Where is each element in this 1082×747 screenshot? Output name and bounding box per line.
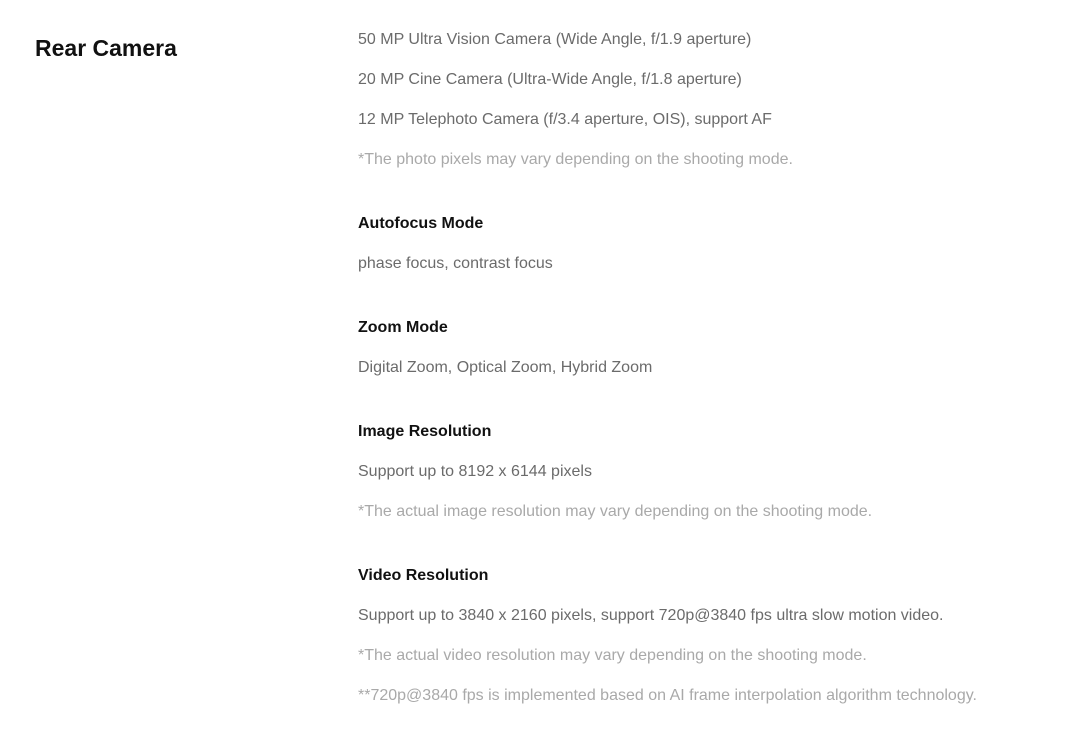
image-resolution-heading: Image Resolution [358,423,492,440]
spacer [358,396,1058,420]
zoom-heading: Zoom Mode [358,319,448,336]
spacer [358,188,1058,212]
image-resolution-note: *The actual image resolution may vary depending on the shooting mode. [358,503,873,520]
video-resolution-note: *The actual video resolution may vary depending on the shooting mode. [358,647,867,664]
image-resolution-value: Support up to 8192 x 6144 pixels [358,463,592,480]
video-resolution-heading: Video Resolution [358,567,489,584]
spec-photo-pixels-note: *The photo pixels may vary depending on the shooting mode. [358,151,793,168]
video-frame-interpolation-note: **720p@3840 fps is implemented based on AI frame interpolation algorithm technology. [358,687,977,704]
spec-list [358,28,1058,724]
autofocus-value: phase focus, contrast focus [358,255,553,272]
spec-ultrawide-camera: 20 MP Cine Camera (Ultra-Wide Angle, f/1.8 aperture) [358,71,742,88]
video-resolution-value: Support up to 3840 x 2160 pixels, support 720p@3840 fps ultra slow motion video. [358,607,944,624]
autofocus-heading: Autofocus Mode [358,215,484,232]
spacer [358,292,1058,316]
section-title: Rear Camera [35,35,177,61]
spacer [358,540,1058,564]
zoom-value: Digital Zoom, Optical Zoom, Hybrid Zoom [358,359,653,376]
spec-telephoto-camera: 12 MP Telephoto Camera (f/3.4 aperture, OIS), support AF [358,111,772,128]
spec-main-camera: 50 MP Ultra Vision Camera (Wide Angle, f/1.9 aperture) [358,31,752,48]
